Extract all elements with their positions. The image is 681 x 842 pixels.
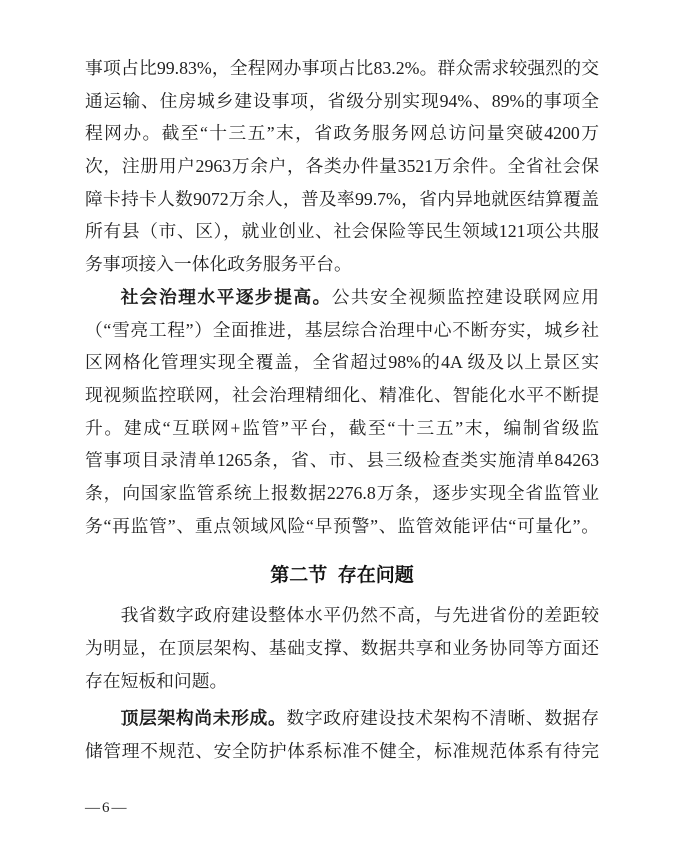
paragraph-top-level-architecture xyxy=(85,702,599,767)
page-number: —6— xyxy=(85,800,129,816)
text-line: 为明显，在顶层架构、基础支撑、数据共享和业务协同等方面还 xyxy=(85,638,599,658)
text-line: 次，注册用户2963万余户，各类办件量3521万余件。全省社会保 xyxy=(85,156,599,177)
text-line: 通运输、住房城乡建设事项，省级分别实现94%、89%的事项全 xyxy=(85,90,599,111)
paragraph-social-governance xyxy=(85,281,599,543)
text-line: 务事项接入一体化政务服务平台。 xyxy=(85,254,352,275)
text-span: 公共安全视频监控建设联网应用 xyxy=(331,286,599,307)
text-line: 所有县（市、区），就业创业、社会保险等民生领域121项公共服 xyxy=(85,221,599,242)
text-line: 管事项目录清单1265条，省、市、县三级检查类实施清单84263 xyxy=(85,450,599,471)
text-line xyxy=(85,702,599,735)
document-page xyxy=(85,52,599,768)
text-line: 存在短板和问题。 xyxy=(85,670,228,691)
paragraph-lead: 顶层架构尚未形成。 xyxy=(120,708,287,729)
text-line: 障卡持卡人数9072万余人，普及率99.7%，省内异地就医结算覆盖 xyxy=(85,188,599,209)
text-line: 升。建成“互联网+监管”平台，截至“十三五”末，编制省级监 xyxy=(85,417,599,438)
paragraph-digital-services xyxy=(85,52,599,281)
text-line: 程网办。截至“十三五”末，省政务服务网总访问量突破4200万 xyxy=(85,123,599,144)
text-line: 事项占比99.83%，全程网办事项占比83.2%。群众需求较强烈的交 xyxy=(85,58,599,78)
text-line: 条，向国家监管系统上报数据2276.8万条，逐步实现全省监管业 xyxy=(85,482,599,503)
text-line: （“雪亮工程”）全面推进，基层综合治理中心不断夯实，城乡社 xyxy=(85,319,599,340)
text-line: 务“再监管”、重点领域风险“早预警”、监管效能评估“可量化”。 xyxy=(85,515,599,536)
text-line: 现视频监控联网，社会治理精细化、精准化、智能化水平不断提 xyxy=(85,384,599,405)
text-line: 储管理不规范、安全防护体系标准不健全，标准规范体系有待完 xyxy=(85,741,599,762)
text-line: 区网格化管理实现全覆盖，全省超过98%的4A 级及以上景区实 xyxy=(85,352,599,373)
text-span: 数字政府建设技术架构不清晰、数据存 xyxy=(286,708,599,729)
text-line xyxy=(85,281,599,314)
section-heading: 第二节 存在问题 xyxy=(270,565,414,587)
paragraph-lead: 社会治理水平逐步提高。 xyxy=(120,286,332,307)
text-line: 我省数字政府建设整体水平仍然不高，与先进省份的差距较 xyxy=(120,605,599,626)
paragraph-problems-intro xyxy=(85,599,599,697)
